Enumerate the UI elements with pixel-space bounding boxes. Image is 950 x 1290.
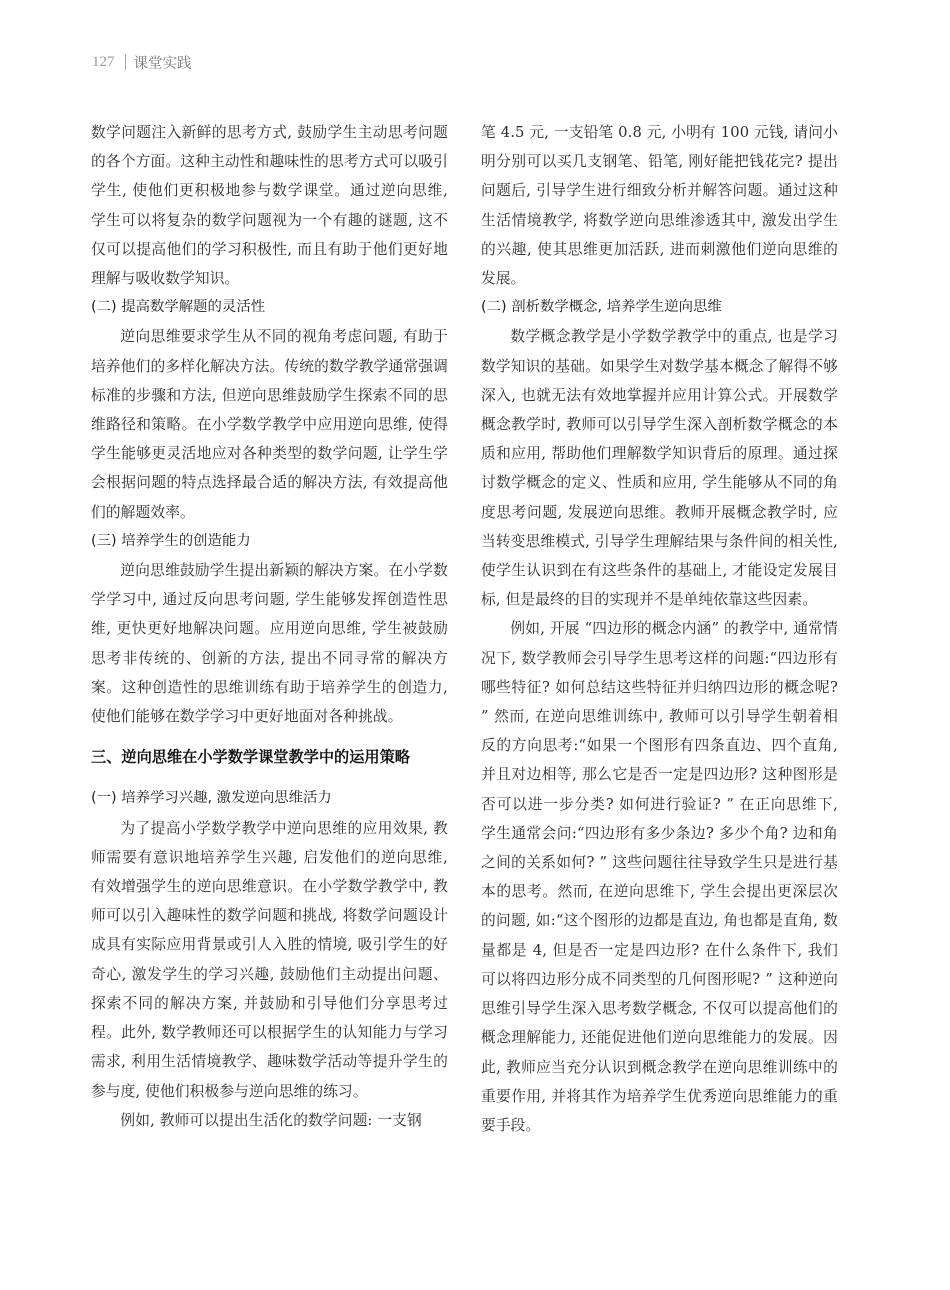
running-header (92, 52, 192, 72)
paragraph: 例如, 教师可以提出生活化的数学问题: 一支钢 (120, 1111, 422, 1129)
paragraph: 数学概念教学是小学数学教学中的重点, 也是学习数学知识的基础。如果学生对数学基本概念了解得不够深入, 也就无法有效地掌握并应用计算公式。开展数学概念教学时, 教师可以引导学生深入剖析数学概念的本质和应用, 帮助他们理解数学知识背后的原理。通过探讨数学概念的定义、性质和应用, 学生能够从不同的角度思考问题, 发展逆向思维。教师开展概念教学时, 应当转变思维模式, 引导学生理解结果与条件间的相关性, 使学生认识到在有这些条件的基础上, 才能设定发展目标, 但是最终的目的实现并不是单纯依靠这些因素。 (481, 328, 838, 609)
subheading: (二) 剖析数学概念, 培养学生逆向思维 (481, 299, 722, 316)
subheading: (一) 培养学习兴趣, 激发逆向思维活力 (91, 790, 332, 807)
section-heading: 三、逆向思维在小学数学课堂教学中的运用策略 (91, 748, 410, 767)
paragraph: 笔 4.5 元, 一支铅笔 0.8 元, 小明有 100 元钱, 请问小明分别可以买几支钢笔、铅笔, 刚好能把钱花完? 提出问题后, 引导学生进行细致分析并解答问题。通过这种生活情境教学, 将数学逆向思维渗透其中, 激发出学生的兴趣, 使其思维更加活跃, 进而刺激他们逆向思维的发展。 (481, 124, 838, 288)
paragraph: 数学问题注入新鲜的思考方式, 鼓励学生主动思考问题的各个方面。这种主动性和趣味性的思考方式可以吸引学生, 使他们更积极地参与数学课堂。通过逆向思维, 学生可以将复杂的数学问题视为一个有趣的谜题, 这不仅可以提高他们的学习积极性, 而且有助于他们更好地理解与吸收数学知识。 (91, 124, 448, 288)
subheading: (三) 培养学生的创造能力 (91, 532, 251, 549)
subheading: (二) 提高数学解题的灵活性 (91, 299, 266, 316)
right-column (481, 118, 838, 1140)
paragraph: 为了提高小学数学教学中逆向思维的应用效果, 教师需要有意识地培养学生兴趣, 启发他们的逆向思维, 有效增强学生的逆向思维意识。在小学数学教学中, 教师可以引入趣味性的数学问题和挑战, 将数学问题设计成具有实际应用背景或引人入胜的情境, 吸引学生的好奇心, 激发学生的学习兴趣, 鼓励他们主动提出问题、探索不同的解决方案, 并鼓励和引导他们分享思考过程。此外, 数学教师还可以根据学生的认知能力与学习需求, 利用生活情境教学、趣味数学活动等提升学生的参与度, 使他们积极参与逆向思维的练习。 (91, 819, 448, 1100)
section-name: 课堂实践 (133, 55, 192, 72)
paragraph: 逆向思维要求学生从不同的视角考虑问题, 有助于培养他们的多样化解决方法。传统的数学教学通常强调标准的步骤和方法, 但逆向思维鼓励学生探索不同的思维路径和策略。在小学数学教学中应用逆向思维, 使得学生能够更灵活地应对各种类型的数学问题, 让学生学会根据问题的特点选择最合适的解决方法, 有效提高他们的解题效率。 (91, 328, 448, 521)
left-column (91, 118, 448, 1135)
header-divider (125, 54, 126, 70)
paragraph: 逆向思维鼓励学生提出新颖的解决方案。在小学数学学习中, 通过反向思考问题, 学生能够发挥创造性思维, 更快更好地解决问题。应用逆向思维, 学生被鼓励思考非传统的、创新的方法, 提出不同寻常的解决方案。这种创造性的思维训练有助于培养学生的创造力, 使他们能够在数学学习中更好地面对各种挑战。 (91, 562, 448, 726)
page-number: 127 (92, 53, 115, 70)
paragraph: 例如, 开展 “四边形的概念内涵” 的教学中, 通常情况下, 数学教师会引导学生思考这样的问题:“四边形有哪些特征? 如何总结这些特征并归纳四边形的概念呢? ” 然而, 在逆向思维训练中, 教师可以引导学生朝着相反的方向思考:“如果一个图形有四条直边、四个直角, 并且对边相等, 那么它是否一定是四边形? 这种图形是否可以进一步分类? 如何进行验证? ” 在正向思维下, 学生通常会问:“四边形有多少条边? 多少个角? 边和角之间的关系如何? ” 这些问题往往导致学生只是进行基本的思考。然而, 在逆向思维下, 学生会提出更深层次的问题, 如:“这个图形的边都是直边, 角也都是直角, 数量都是 4, 但是否一定是四边形? 在什么条件下, 我们可以将四边形分成不同类型的几何图形呢? ” 这种逆向思维引导学生深入思考数学概念, 不仅可以提高他们的概念理解能力, 还能促进他们逆向思维能力的发展。因此, 教师应当充分认识到概念教学在逆向思维训练中的重要作用, 并将其作为培养学生优秀逆向思维能力的重要手段。 (481, 620, 838, 1134)
